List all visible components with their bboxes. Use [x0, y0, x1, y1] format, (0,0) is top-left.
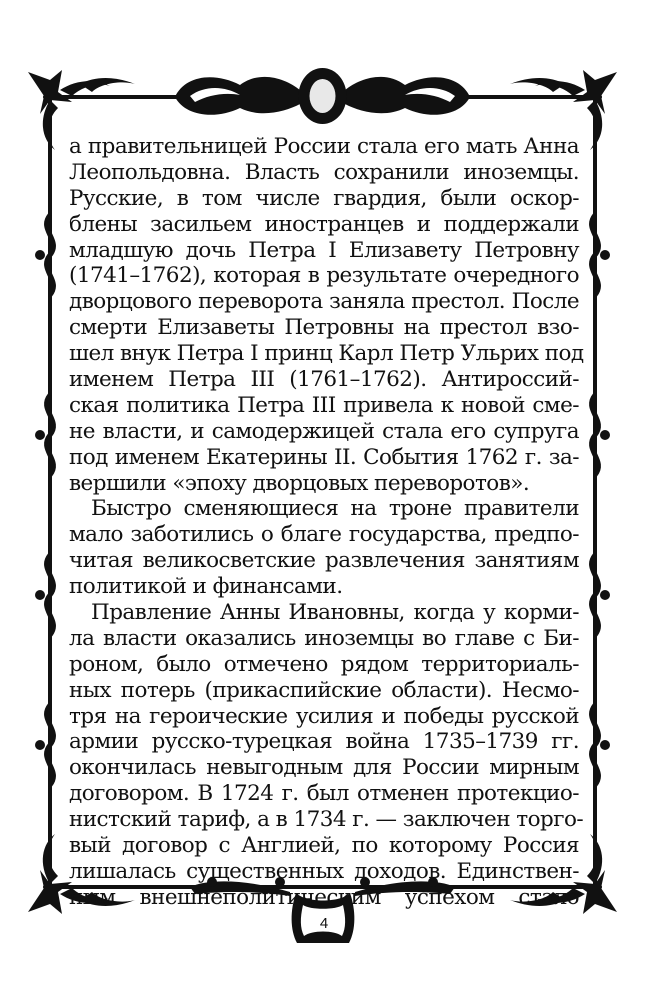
text-line: ская политика Петра III привела к новой сме- — [69, 392, 579, 418]
text-line: младшую дочь Петра I Елизавету Петровну — [69, 237, 579, 263]
text-line: ным внешнеполитическим успехом стало — [69, 884, 579, 910]
text-line: ла власти оказались иноземцы во главе с Би- — [69, 625, 579, 651]
body-text — [69, 134, 584, 911]
text-line: Правление Анны Ивановны, когда у корми- — [91, 600, 579, 626]
text-line: именем Петра III (1761–1762). Антироссий- — [69, 367, 579, 393]
text-line: а правительницей России стала его мать Анна — [69, 134, 579, 159]
text-line: окончилась невыгодным для России мирным — [69, 755, 579, 781]
text-line: под именем Екатерины II. События 1762 г. за- — [69, 444, 579, 470]
text-line: читая великосветские развлечения занятиям — [69, 548, 579, 574]
text-line: шел внук Петра I принц Карл Петр Ульрих под — [69, 341, 584, 367]
text-line: Русские, в том числе гвардия, были оскор- — [69, 185, 579, 211]
text-line: (1741–1762), которая в результате очередного — [69, 263, 579, 289]
text-line: смерти Елизаветы Петровны на престол взо- — [69, 315, 579, 341]
text-line: лишалась существенных доходов. Единствен- — [69, 858, 579, 884]
text-line: роном, было отмечено рядом территориаль- — [69, 651, 579, 677]
text-line: мало заботились о благе государства, предпо- — [69, 522, 579, 548]
text-line: ных потерь (прикаспийские области). Несмо- — [69, 677, 579, 703]
text-line: не власти, и самодержицей стала его супруга — [69, 418, 579, 444]
text-line: нистский тариф, а в 1734 г. — заключен торго- — [69, 807, 584, 833]
text-line: вершили «эпоху дворцовых переворотов». — [69, 470, 530, 496]
text-line: договором. В 1724 г. был отменен протекцио- — [69, 781, 579, 807]
text-line: тря на героические усилия и победы русской — [69, 703, 579, 729]
text-line: блены засильем иностранцев и поддержали — [69, 211, 579, 237]
text-line: Быстро сменяющиеся на троне правители — [91, 496, 579, 522]
text-line: армии русско-турецкая война 1735–1739 гг. — [69, 729, 579, 755]
page-number: 4 — [319, 915, 329, 932]
text-line: вый договор с Англией, по которому Россия — [69, 833, 579, 859]
text-line: дворцового переворота заняла престол. После — [69, 289, 579, 315]
text-line: Леопольдовна. Власть сохранили иноземцы. — [69, 159, 579, 185]
top-medallion-ornament-icon — [175, 68, 470, 124]
text-line: политикой и финансами. — [69, 574, 343, 600]
